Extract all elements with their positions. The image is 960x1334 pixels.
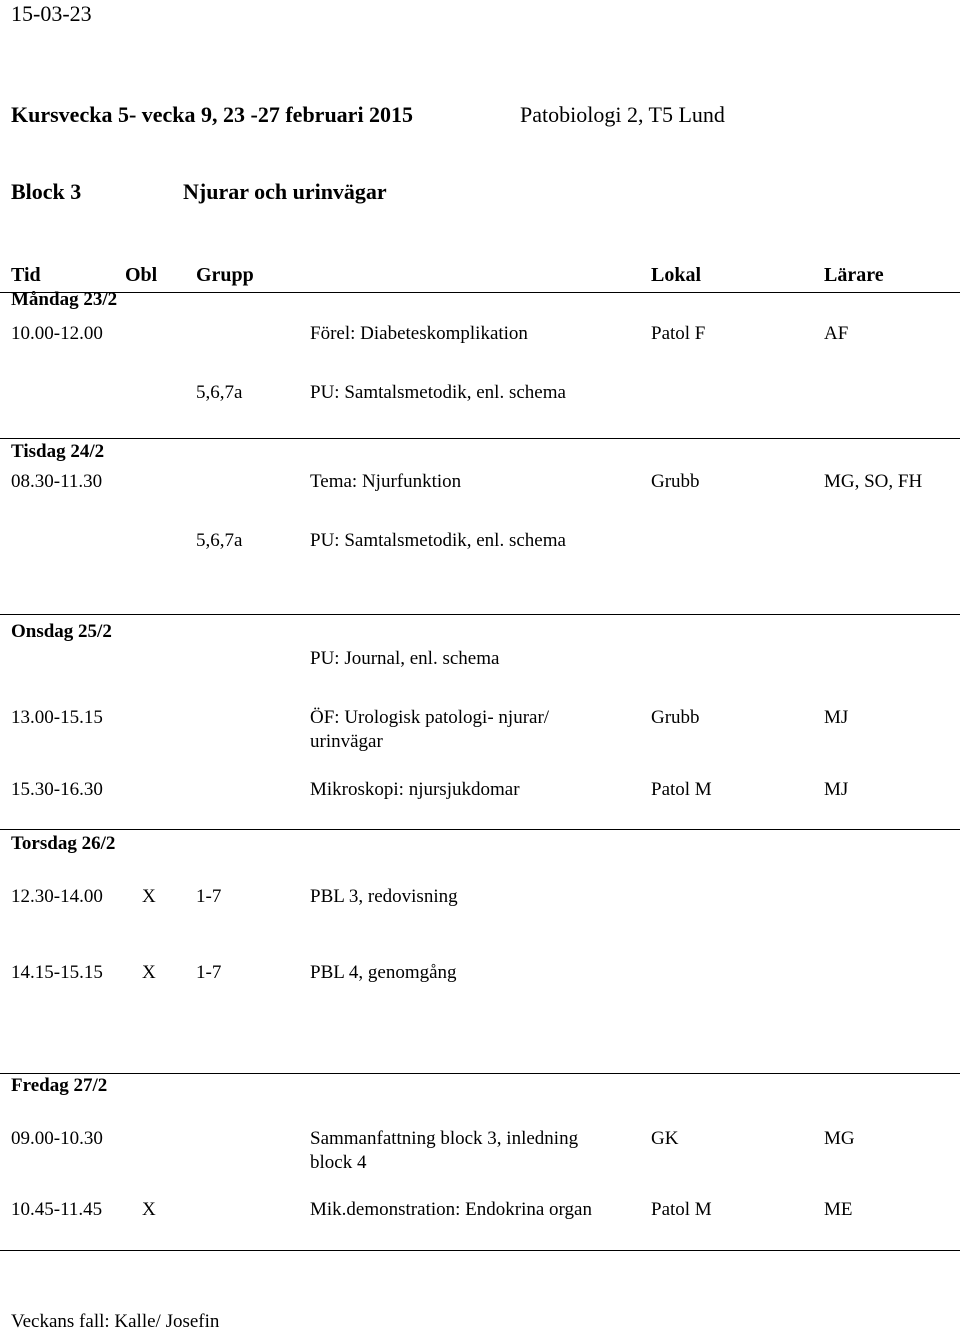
row-time: 10.45-11.45 [11, 1199, 103, 1220]
row-mandatory-mark: X [142, 886, 156, 907]
row-teacher: ME [824, 1199, 853, 1220]
course-name: Patobiologi 2, T5 Lund [520, 102, 725, 127]
row-location: GK [651, 1128, 679, 1149]
row-time: 13.00-15.15 [11, 707, 103, 728]
row-group: 5,6,7a [196, 530, 243, 551]
row-time: 12.30-14.00 [11, 886, 103, 907]
column-header-larare: Lärare [824, 264, 884, 286]
divider [0, 614, 960, 615]
row-activity: Sammanfattning block 3, inledning [310, 1128, 579, 1149]
week-title: Kursvecka 5- vecka 9, 23 -27 februari 2015 [11, 102, 414, 127]
day-heading: Måndag 23/2 [11, 289, 118, 310]
row-activity-continued: block 4 [310, 1152, 367, 1173]
block-label: Block 3 [11, 179, 82, 204]
row-location: Patol M [651, 779, 712, 800]
row-group: 1-7 [196, 886, 222, 907]
row-mandatory-mark: X [142, 1199, 156, 1220]
row-activity: PU: Samtalsmetodik, enl. schema [310, 530, 566, 551]
row-activity: PBL 4, genomgång [310, 962, 457, 983]
row-activity: ÖF: Urologisk patologi- njurar/ [310, 707, 550, 728]
row-time: 09.00-10.30 [11, 1128, 103, 1149]
row-mandatory-mark: X [142, 962, 156, 983]
weekly-case-note: Veckans fall: Kalle/ Josefin [11, 1311, 220, 1332]
row-teacher: MG, SO, FH [824, 471, 923, 492]
row-location: Patol M [651, 1199, 712, 1220]
row-teacher: MG [824, 1128, 855, 1149]
row-location: Grubb [651, 471, 700, 492]
row-teacher: MJ [824, 779, 849, 800]
row-time: 08.30-11.30 [11, 471, 103, 492]
row-activity: PBL 3, redovisning [310, 886, 458, 907]
divider [0, 1250, 960, 1251]
column-header-obl: Obl [125, 264, 158, 286]
divider [0, 1073, 960, 1074]
row-activity: PU: Journal, enl. schema [310, 648, 500, 669]
row-time: 10.00-12.00 [11, 323, 103, 344]
row-activity: PU: Samtalsmetodik, enl. schema [310, 382, 566, 403]
divider [0, 829, 960, 830]
document-date: 15-03-23 [11, 1, 92, 26]
column-header-grupp: Grupp [196, 264, 254, 286]
day-heading: Fredag 27/2 [11, 1075, 108, 1096]
row-group: 1-7 [196, 962, 222, 983]
day-heading: Torsdag 26/2 [11, 833, 116, 854]
row-activity: Mikroskopi: njursjukdomar [310, 779, 520, 800]
day-heading: Tisdag 24/2 [11, 441, 105, 462]
row-activity: Tema: Njurfunktion [310, 471, 462, 492]
row-time: 14.15-15.15 [11, 962, 103, 983]
row-activity-continued: urinvägar [310, 731, 383, 752]
day-heading: Onsdag 25/2 [11, 621, 112, 642]
block-name: Njurar och urinvägar [183, 179, 387, 204]
row-location: Patol F [651, 323, 706, 344]
divider [0, 292, 960, 293]
column-header-lokal: Lokal [651, 264, 702, 286]
column-header-tid: Tid [11, 264, 41, 286]
row-teacher: AF [824, 323, 849, 344]
row-activity: Förel: Diabeteskomplikation [310, 323, 528, 344]
row-activity: Mik.demonstration: Endokrina organ [310, 1199, 592, 1220]
row-teacher: MJ [824, 707, 849, 728]
row-time: 15.30-16.30 [11, 779, 103, 800]
row-location: Grubb [651, 707, 700, 728]
row-group: 5,6,7a [196, 382, 243, 403]
divider [0, 438, 960, 439]
